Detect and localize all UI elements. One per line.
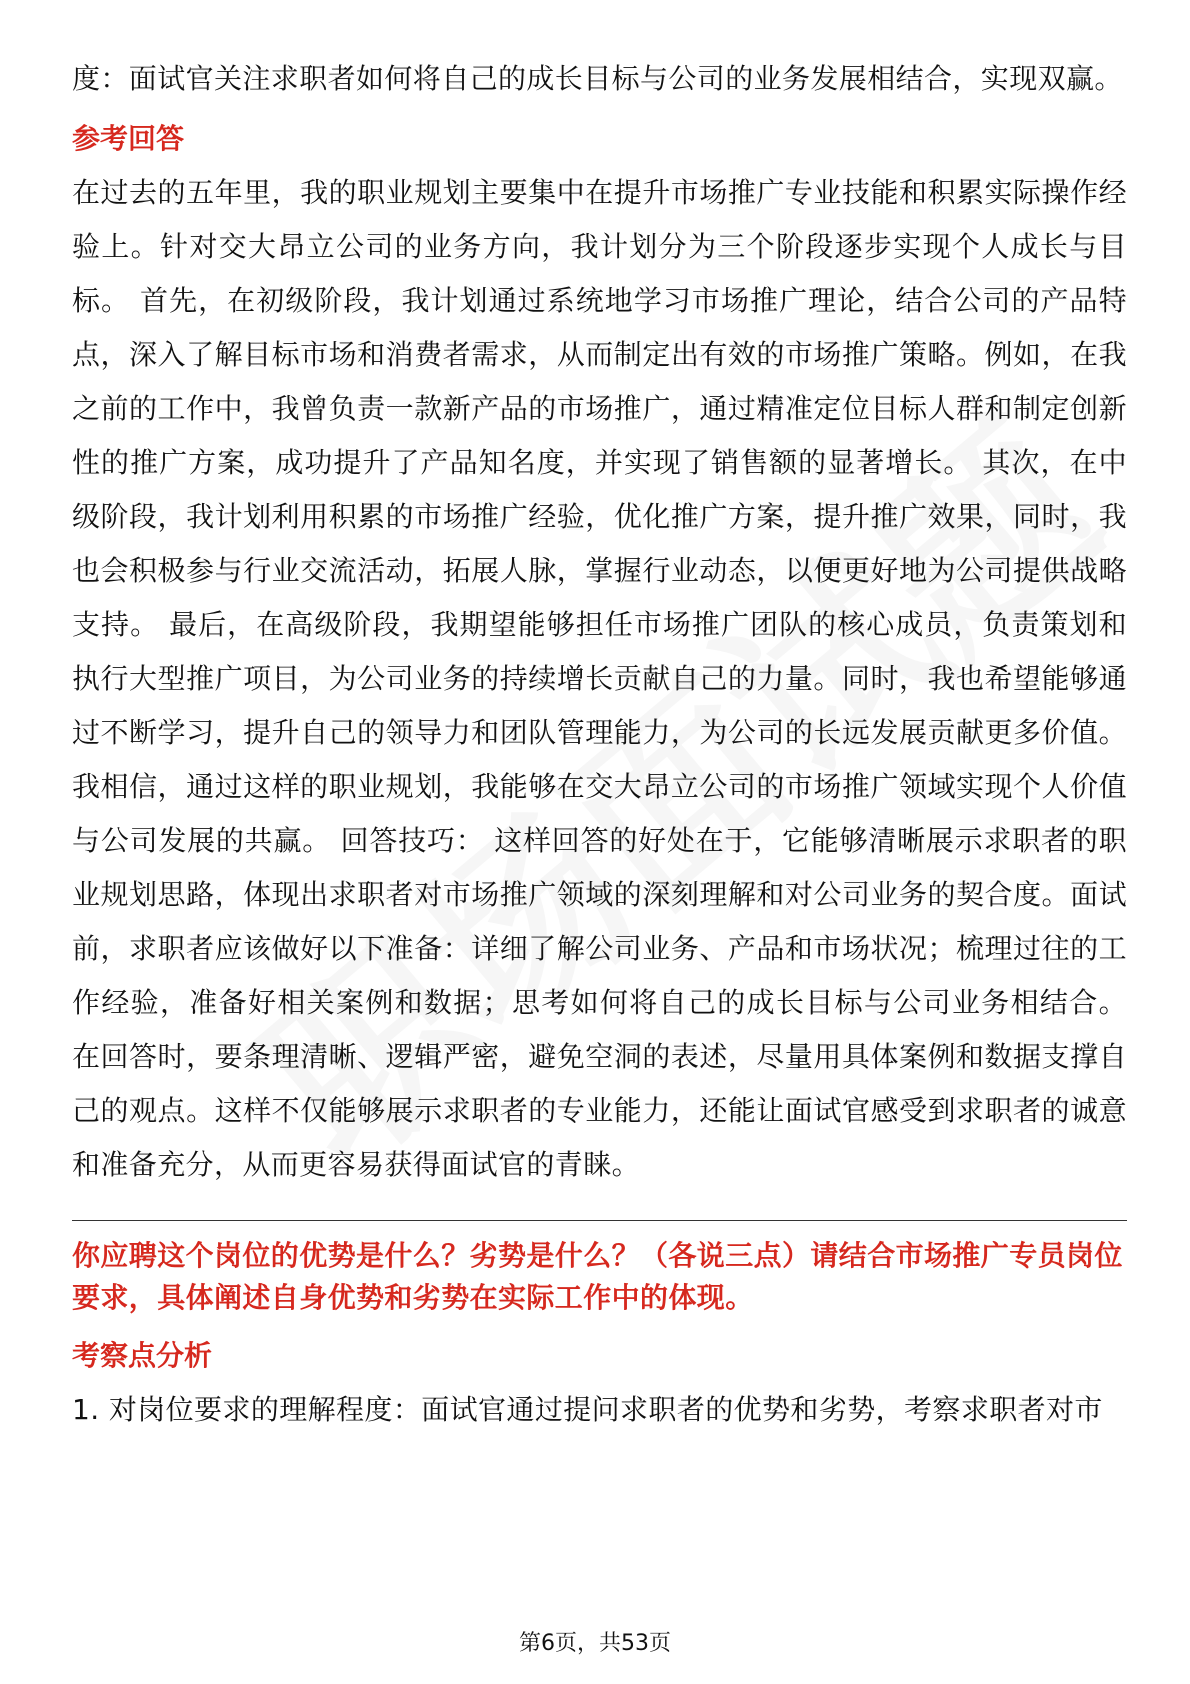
analysis-item-1: 1. 对岗位要求的理解程度：面试官通过提问求职者的优势和劣势，考察求职者对市: [72, 1393, 1103, 1426]
interview-question: 你应聘这个岗位的优势是什么？劣势是什么？（各说三点）请结合市场推广专员岗位要求，具体阐述自身优势和劣势在实际工作中的体现。: [72, 1239, 1123, 1314]
reference-answer-heading: 参考回答: [72, 122, 185, 155]
section-divider: [72, 1220, 1127, 1221]
page-footer: 第6页，共53页: [519, 1631, 671, 1656]
reference-answer-body: 在过去的五年里，我的职业规划主要集中在提升市场推广专业技能和积累实际操作经验上。针对交大昂立公司的业务方向，我计划分为三个阶段逐步实现个人成长与目标。 首先，在初级阶段，我计划通过系统地学习市场推广理论，结合公司的产品特点，深入了解目标市场和消费者需求，从而制定出有效的市场推广策略。例如，在我之前的工作中，我曾负责一款新产品的市场推广，通过精准定位目标人群和制定创新性的推广方案，成功提升了产品知名度，并实现了销售额的显著增长。 其次，在中级阶段，我计划利用积累的市场推广经验，优化推广方案，提升推广效果，同时，我也会积极参与行业交流活动，拓展人脉，掌握行业动态，以便更好地为公司提供战略支持。 最后，在高级阶段，我期望能够担任市场推广团队的核心成员，负责策划和执行大型推广项目，为公司业务的持续增长贡献自己的力量。同时，我也希望能够通过不断学习，提升自己的领导力和团队管理能力，为公司的长远发展贡献更多价值。 我相信，通过这样的职业规划，我能够在交大昂立公司的市场推广领域实现个人价值与公司发展的共赢。 回答技巧： 这样回答的好处在于，它能够清晰展示求职者的职业规划思路，体现出求职者对市场推广领域的深刻理解和对公司业务的契合度。面试前，求职者应该做好以下准备：详细了解公司业务、产品和市场状况；梳理过往的工作经验，准备好相关案例和数据；思考如何将自己的成长目标与公司业务相结合。 在回答时，要条理清晰、逻辑严密，避免空洞的表述，尽量用具体案例和数据支撑自己的观点。这样不仅能够展示求职者的专业能力，还能让面试官感受到求职者的诚意和准备充分，从而更容易获得面试官的青睐。: [72, 176, 1127, 1181]
analysis-heading: 考察点分析: [72, 1339, 213, 1372]
document-page: [72, 52, 1127, 1437]
intro-paragraph: 度：面试官关注求职者如何将自己的成长目标与公司的业务发展相结合，实现双赢。: [72, 62, 1123, 95]
